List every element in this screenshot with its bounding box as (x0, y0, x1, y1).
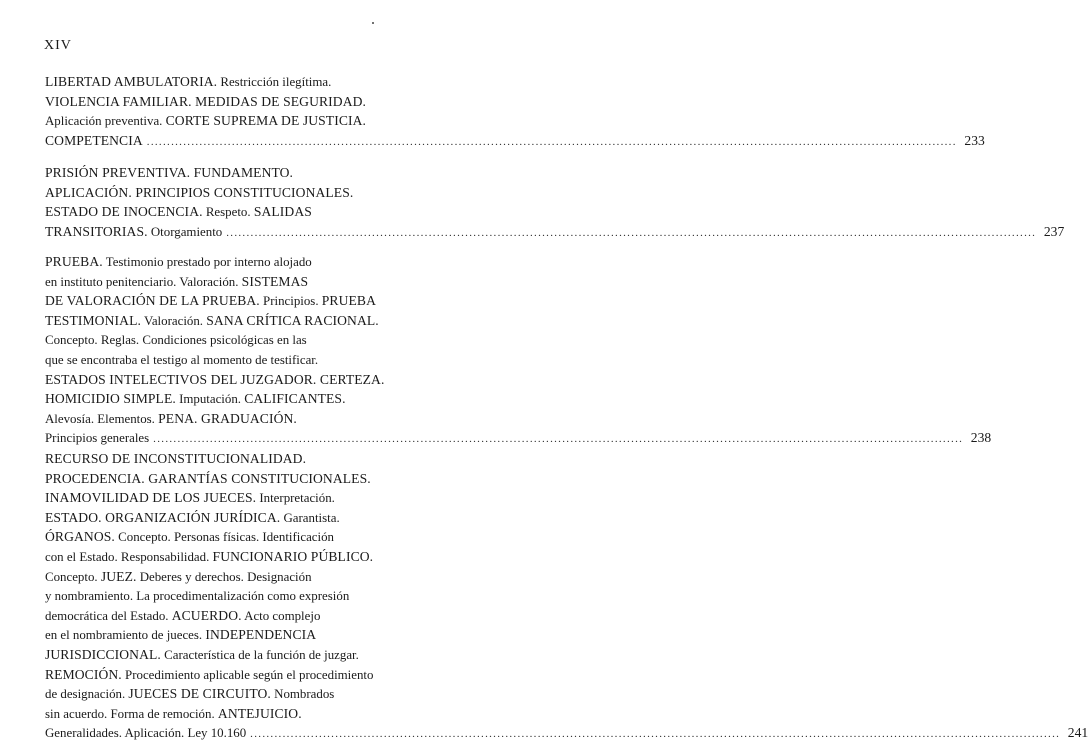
description-text: Restricción ilegítima. (217, 75, 332, 89)
keyword-text: INAMOVILIDAD DE LOS JUECES. (45, 490, 257, 506)
entry-line (45, 330, 470, 350)
keyword-text: APLICACIÓN. PRINCIPIOS CONSTITUCIONALES. (45, 184, 354, 200)
entry-last-line (45, 723, 1088, 743)
entry-line (45, 527, 470, 547)
keyword-text: ACUERDO. (171, 607, 242, 623)
keyword-text: CORTE SUPREMA DE JUSTICIA. (165, 113, 367, 129)
dot-leader: ........................................................................................................................................................................................................ (226, 226, 1037, 239)
description-text: en instituto penitenciario. Valoración. (45, 274, 242, 289)
description-text: Principios generales (45, 431, 150, 446)
entry-page-number: 238 (970, 430, 992, 446)
description-text: Garantista. (280, 510, 340, 525)
entry-line (45, 311, 470, 331)
description-text: Concepto. Reglas. Condiciones psicológicas en las (45, 333, 307, 348)
description-text: Deberes y derechos. Designación (136, 569, 312, 584)
entry-line (45, 111, 470, 131)
keyword-text: SISTEMAS (241, 273, 309, 289)
description-text: Valoración. (140, 313, 207, 328)
description-text: Nombrados (270, 687, 335, 702)
description-text: Acto complejo (241, 608, 321, 623)
keyword-text: REMOCIÓN. (45, 666, 122, 682)
toc-entry (45, 72, 985, 150)
entry-last-text (45, 723, 246, 744)
entry-page-number: 233 (964, 132, 985, 148)
entry-line (45, 704, 470, 724)
keyword-text: ÓRGANOS. (45, 529, 115, 545)
description-text: Característica de la función de juzgar. (160, 647, 359, 662)
entry-last-text (45, 222, 222, 243)
entry-line (45, 547, 470, 567)
entry-page-number: 241 (1067, 725, 1088, 741)
entry-line (45, 567, 470, 587)
entry-line (45, 92, 470, 112)
keyword-text: JUEZ. (100, 568, 137, 584)
keyword-text: CALIFICANTES. (244, 391, 346, 407)
entry-line (45, 409, 470, 429)
entry-line (45, 370, 470, 390)
description-text: democrática del Estado. (45, 608, 172, 623)
description-text: Respeto. (202, 205, 254, 220)
entry-last-line (45, 222, 1065, 242)
entry-last-line (45, 428, 992, 448)
entry-last-text (45, 131, 143, 151)
keyword-text: HOMICIDIO SIMPLE. (45, 391, 176, 407)
description-text: Procedimiento aplicable según el procedimiento (121, 667, 374, 682)
description-text: y nombramiento. La procedimentalización como expresión (45, 589, 350, 604)
keyword-text: ESTADO. ORGANIZACIÓN JURÍDICA. (45, 509, 281, 525)
description-text: sin acuerdo. Forma de remoción. (45, 706, 218, 721)
description-text: Alevosía. Elementos. (45, 411, 159, 426)
keyword-text: JUECES DE CIRCUITO. (128, 686, 271, 702)
dot-leader: ........................................................................................................................................................................................................ (146, 135, 957, 148)
entry-page-number: 237 (1043, 223, 1065, 239)
keyword-text: ESTADO DE INOCENCIA. (45, 204, 203, 220)
entry-line (45, 183, 470, 203)
entry-line (45, 488, 470, 508)
keyword-text: VIOLENCIA FAMILIAR. MEDIDAS DE SEGURIDAD. (45, 93, 367, 109)
entry-line (45, 684, 470, 704)
keyword-text: PROCEDENCIA. GARANTÍAS CONSTITUCIONALES. (45, 470, 371, 486)
entry-line (45, 163, 470, 183)
entry-line (45, 350, 470, 370)
keyword-text: LIBERTAD AMBULATORIA. (45, 74, 218, 89)
entry-line (45, 252, 470, 272)
description-text: Otorgamiento (147, 224, 223, 239)
keyword-text: PRUEBA (321, 293, 376, 309)
entry-line (45, 272, 470, 292)
keyword-text: FUNCIONARIO PÚBLICO. (212, 548, 374, 564)
keyword-text: TESTIMONIAL. (45, 312, 141, 328)
description-text: que se encontraba el testigo al momento de testificar. (45, 352, 319, 367)
entry-line (45, 508, 470, 528)
entry-line (45, 665, 470, 685)
description-text: con el Estado. Responsabilidad. (45, 549, 213, 564)
description-text: Concepto. Personas físicas. Identificación (114, 530, 334, 545)
description-text: de designación. (45, 687, 129, 702)
entry-line (45, 449, 470, 469)
page-number: XIV (44, 38, 72, 53)
entry-line (45, 606, 470, 626)
keyword-text: RECURSO DE INCONSTITUCIONALIDAD. (45, 451, 307, 466)
keyword-text: TRANSITORIAS. (45, 223, 148, 239)
entry-last-line (45, 131, 985, 151)
keyword-text: ESTADOS INTELECTIVOS DEL JUZGADOR. CERTEZA. (45, 371, 385, 387)
entry-line (45, 202, 470, 222)
scan-speck (372, 22, 374, 24)
keyword-text: COMPETENCIA (45, 132, 143, 148)
entry-line (45, 586, 470, 606)
keyword-text: PRISIÓN PREVENTIVA. FUNDAMENTO. (45, 165, 294, 180)
description-text: Principios. (259, 294, 322, 309)
toc-entry (45, 163, 1065, 241)
dot-leader: ........................................................................................................................................................................................................ (250, 728, 1061, 741)
keyword-text: DE VALORACIÓN DE LA PRUEBA. (45, 293, 260, 309)
entry-line (45, 72, 470, 92)
description-text: Aplicación preventiva. (45, 114, 166, 129)
entry-line (45, 291, 470, 311)
description-text: Imputación. (175, 392, 245, 407)
entry-line (45, 389, 470, 409)
description-text: Generalidades. Aplicación. Ley 10.160 (45, 726, 247, 741)
toc-entry (45, 449, 1088, 743)
description-text: Testimonio prestado por interno alojado (102, 255, 312, 269)
description-text: en el nombramiento de jueces. (45, 628, 206, 643)
keyword-text: ANTEJUICIO. (217, 705, 302, 721)
dot-leader: ........................................................................................................................................................................................................ (153, 433, 964, 446)
description-text: Interpretación. (256, 491, 335, 506)
keyword-text: PENA. GRADUACIÓN. (158, 410, 297, 426)
keyword-text: INDEPENDENCIA (205, 627, 317, 643)
keyword-text: SANA CRÍTICA RACIONAL. (206, 312, 379, 328)
keyword-text: PRUEBA. (45, 254, 103, 269)
entry-last-text (45, 428, 149, 449)
keyword-text: SALIDAS (253, 204, 312, 220)
entry-line (45, 625, 470, 645)
description-text: Concepto. (45, 569, 101, 584)
keyword-text: JURISDICCIONAL. (45, 646, 161, 662)
entry-line (45, 469, 470, 489)
entry-line (45, 645, 470, 665)
toc-entry (45, 252, 992, 448)
